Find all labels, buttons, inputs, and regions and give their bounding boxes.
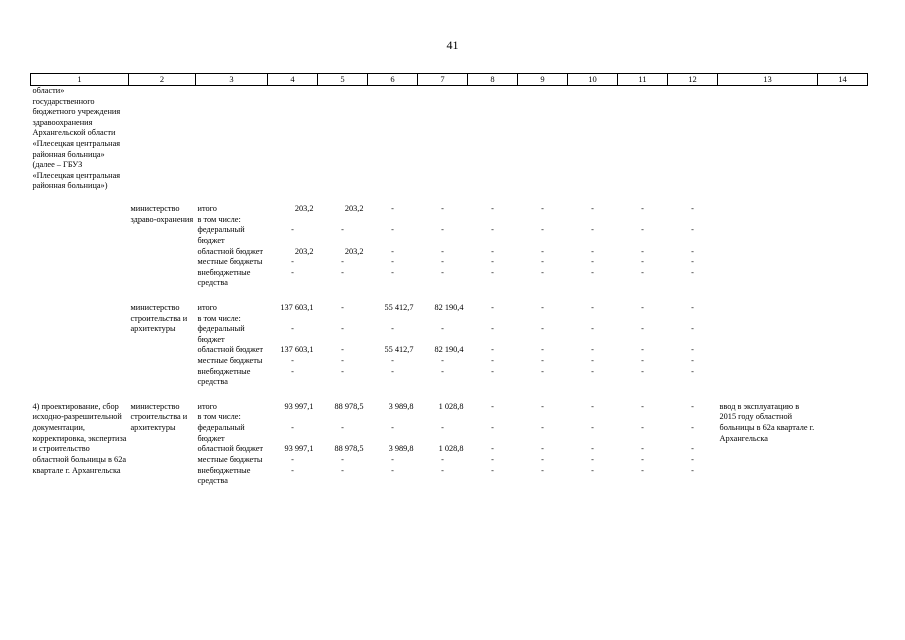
value-cell: - (341, 225, 344, 235)
value-cell (268, 412, 318, 423)
value-cell: - (591, 401, 594, 411)
value-cell: - (541, 423, 544, 433)
value-cell: - (491, 204, 494, 214)
value-cell: - (691, 246, 694, 256)
value-cell: - (541, 454, 544, 464)
value-cell (468, 412, 518, 423)
value-cell: - (341, 423, 344, 433)
value-cell: - (441, 324, 444, 334)
value-cell: 3 989,8 (388, 401, 414, 411)
value-cell: 203,2 (294, 246, 314, 256)
value-cell: - (591, 366, 594, 376)
value-cell: - (591, 302, 594, 312)
value-cell (568, 314, 618, 325)
value-cell: - (541, 465, 544, 475)
value-cell: - (641, 356, 644, 366)
table-row (31, 204, 868, 215)
value-cell: - (491, 444, 494, 454)
column-header: 12 (668, 74, 718, 86)
value-cell (668, 412, 718, 423)
funding-source-label: в том числе: (197, 313, 241, 323)
value-cell (618, 412, 668, 423)
value-cell: - (691, 204, 694, 214)
value-cell: - (391, 324, 394, 334)
value-cell: - (691, 257, 694, 267)
value-cell: - (691, 225, 694, 235)
value-cell: - (541, 267, 544, 277)
value-cell: - (341, 302, 344, 312)
funding-source-label: внебюджетные средства (197, 366, 251, 387)
funding-source-label: областной бюджет (197, 345, 264, 355)
value-cell (568, 215, 618, 226)
value-cell (668, 215, 718, 226)
value-cell: - (391, 423, 394, 433)
activity-cell (31, 204, 129, 289)
executor-cell: министерство здраво-охранения (130, 204, 194, 224)
group-spacer (31, 289, 868, 303)
value-cell: - (641, 225, 644, 235)
column-header: 10 (568, 74, 618, 86)
table-body (31, 86, 868, 487)
value-cell: - (491, 465, 494, 475)
value-cell: - (341, 454, 344, 464)
column-header: 14 (818, 74, 868, 86)
funding-source-label: внебюджетные средства (197, 465, 251, 486)
table-row (31, 303, 868, 314)
value-cell: - (541, 204, 544, 214)
value-cell: - (441, 267, 444, 277)
funding-source-label: внебюджетные средства (197, 267, 251, 288)
value-cell: - (691, 366, 694, 376)
value-cell: - (541, 257, 544, 267)
value-cell: - (441, 465, 444, 475)
funding-source-label: федеральный бюджет (197, 324, 245, 344)
value-cell: 88 978,5 (334, 444, 364, 454)
value-cell (518, 314, 568, 325)
value-cell: - (691, 324, 694, 334)
funding-source-label: областной бюджет (197, 444, 264, 454)
value-cell: - (541, 345, 544, 355)
value-cell: - (541, 356, 544, 366)
value-cell: - (691, 356, 694, 366)
value-cell: - (341, 257, 344, 267)
value-cell: - (591, 267, 594, 277)
value-cell: - (491, 267, 494, 277)
value-cell (468, 215, 518, 226)
value-cell: - (341, 366, 344, 376)
value-cell: 93 997,1 (284, 401, 314, 411)
value-cell: - (491, 345, 494, 355)
value-cell: - (591, 454, 594, 464)
funding-source-label: итого (197, 401, 217, 411)
value-cell (518, 412, 568, 423)
value-cell: 55 412,7 (384, 345, 414, 355)
note-cell (818, 303, 868, 388)
value-cell (318, 215, 368, 226)
value-cell: - (491, 454, 494, 464)
value-cell: 203,2 (294, 204, 314, 214)
value-cell: - (441, 454, 444, 464)
value-cell: - (291, 366, 294, 376)
page-number: 41 (446, 38, 459, 52)
value-cell: - (291, 225, 294, 235)
value-cell: - (691, 454, 694, 464)
value-cell: - (641, 423, 644, 433)
value-cell: - (291, 356, 294, 366)
value-cell: 82 190,4 (434, 345, 464, 355)
value-cell: - (491, 324, 494, 334)
value-cell: - (441, 204, 444, 214)
value-cell: - (341, 465, 344, 475)
column-header: 9 (518, 74, 568, 86)
value-cell (618, 314, 668, 325)
value-cell: 137 603,1 (280, 302, 314, 312)
funding-source-label: итого (197, 302, 217, 312)
column-header: 13 (718, 74, 818, 86)
value-cell: 1 028,8 (438, 401, 464, 411)
program-table (30, 73, 868, 487)
value-cell: - (541, 246, 544, 256)
funding-source-label: итого (197, 204, 217, 214)
value-cell: - (441, 366, 444, 376)
value-cell (518, 215, 568, 226)
value-cell: 203,2 (344, 204, 364, 214)
value-cell: - (291, 324, 294, 334)
value-cell (318, 412, 368, 423)
value-cell: 82 190,4 (434, 302, 464, 312)
intro-text: области» государственного бюджетного учреждения здравоохранения Архангельской области «Плесецкая центральная районная больница» (далее – ГБУЗ «Плесецкая центральная районная больница») (32, 86, 121, 191)
value-cell: - (591, 465, 594, 475)
funding-source-label: местные бюджеты (197, 257, 263, 267)
value-cell: - (641, 324, 644, 334)
value-cell: - (491, 423, 494, 433)
value-cell: 203,2 (344, 246, 364, 256)
value-cell: - (591, 345, 594, 355)
value-cell: - (441, 246, 444, 256)
value-cell: - (691, 444, 694, 454)
value-cell (368, 314, 418, 325)
value-cell: - (591, 423, 594, 433)
value-cell (668, 314, 718, 325)
value-cell (318, 314, 368, 325)
column-header: 11 (618, 74, 668, 86)
value-cell: - (491, 366, 494, 376)
value-cell: - (491, 257, 494, 267)
value-cell: - (641, 465, 644, 475)
value-cell: - (691, 302, 694, 312)
value-cell: 88 978,5 (334, 401, 364, 411)
funding-source-label: в том числе: (197, 214, 241, 224)
executor-cell: министерство строительства и архитектуры (130, 302, 188, 334)
value-cell: - (441, 225, 444, 235)
value-cell (468, 314, 518, 325)
value-cell: - (491, 356, 494, 366)
value-cell: - (591, 257, 594, 267)
intro-row (31, 86, 868, 205)
value-cell: - (541, 324, 544, 334)
value-cell: 55 412,7 (384, 302, 414, 312)
value-cell: - (641, 257, 644, 267)
column-header: 8 (468, 74, 518, 86)
value-cell: - (641, 204, 644, 214)
value-cell: - (641, 267, 644, 277)
value-cell: - (491, 401, 494, 411)
value-cell: - (591, 356, 594, 366)
value-cell: - (541, 302, 544, 312)
value-cell: - (691, 465, 694, 475)
funding-source-label: в том числе: (197, 412, 241, 422)
value-cell (368, 215, 418, 226)
value-cell: 1 028,8 (438, 444, 464, 454)
value-cell: - (691, 345, 694, 355)
activity-cell: 4) проектирование, сбор исходно-разрешительной документации, корректировка, экспертиза и строительство областной больницы в 62а квартале г. Архангельска (32, 401, 127, 475)
value-cell: - (391, 257, 394, 267)
value-cell: - (591, 225, 594, 235)
value-cell: - (641, 366, 644, 376)
value-cell: - (541, 401, 544, 411)
funding-source-label: местные бюджеты (197, 356, 263, 366)
value-cell: - (291, 465, 294, 475)
value-cell (418, 314, 468, 325)
value-cell: - (491, 302, 494, 312)
header-row (31, 74, 868, 86)
value-cell: - (591, 246, 594, 256)
value-cell: - (391, 204, 394, 214)
value-cell: - (691, 267, 694, 277)
result-cell (718, 303, 818, 388)
value-cell (418, 412, 468, 423)
value-cell: - (291, 267, 294, 277)
value-cell: - (691, 423, 694, 433)
value-cell: - (391, 366, 394, 376)
value-cell: - (391, 454, 394, 464)
result-cell (718, 204, 818, 289)
value-cell: - (641, 444, 644, 454)
funding-source-label: федеральный бюджет (197, 423, 245, 443)
value-cell (568, 412, 618, 423)
value-cell: 3 989,8 (388, 444, 414, 454)
value-cell: - (441, 356, 444, 366)
value-cell: - (391, 246, 394, 256)
funding-source-label: федеральный бюджет (197, 225, 245, 245)
table-row (31, 402, 868, 413)
value-cell: - (491, 246, 494, 256)
column-header: 7 (418, 74, 468, 86)
value-cell: - (591, 444, 594, 454)
executor-cell: министерство строительства и архитектуры (130, 401, 188, 433)
funding-source-label: местные бюджеты (197, 454, 263, 464)
value-cell: - (341, 324, 344, 334)
value-cell: - (341, 267, 344, 277)
column-header: 4 (268, 74, 318, 86)
value-cell: - (641, 246, 644, 256)
value-cell: - (441, 423, 444, 433)
column-header: 3 (196, 74, 268, 86)
result-cell: ввод в эксплуатацию в 2015 году областной больницы в 62а квартале г. Архангельска (719, 401, 815, 443)
value-cell: - (641, 401, 644, 411)
value-cell (618, 215, 668, 226)
column-header: 1 (31, 74, 129, 86)
note-cell (818, 402, 868, 487)
note-cell (818, 204, 868, 289)
value-cell: - (641, 454, 644, 464)
value-cell: - (541, 225, 544, 235)
value-cell: - (691, 401, 694, 411)
value-cell (418, 215, 468, 226)
column-header: 2 (129, 74, 196, 86)
value-cell: - (341, 345, 344, 355)
value-cell: - (641, 345, 644, 355)
value-cell: - (291, 454, 294, 464)
value-cell: 137 603,1 (280, 345, 314, 355)
value-cell: - (491, 225, 494, 235)
value-cell: - (441, 257, 444, 267)
value-cell (268, 314, 318, 325)
value-cell: 93 997,1 (284, 444, 314, 454)
value-cell: - (541, 444, 544, 454)
value-cell: - (291, 257, 294, 267)
value-cell: - (391, 465, 394, 475)
value-cell: - (391, 225, 394, 235)
funding-source-label: областной бюджет (197, 246, 264, 256)
value-cell: - (391, 267, 394, 277)
value-cell (268, 215, 318, 226)
value-cell: - (591, 324, 594, 334)
group-spacer (31, 388, 868, 402)
value-cell: - (591, 204, 594, 214)
column-header: 6 (368, 74, 418, 86)
column-header: 5 (318, 74, 368, 86)
value-cell (368, 412, 418, 423)
value-cell: - (341, 356, 344, 366)
activity-cell (31, 303, 129, 388)
value-cell: - (641, 302, 644, 312)
value-cell: - (391, 356, 394, 366)
value-cell: - (291, 423, 294, 433)
value-cell: - (541, 366, 544, 376)
